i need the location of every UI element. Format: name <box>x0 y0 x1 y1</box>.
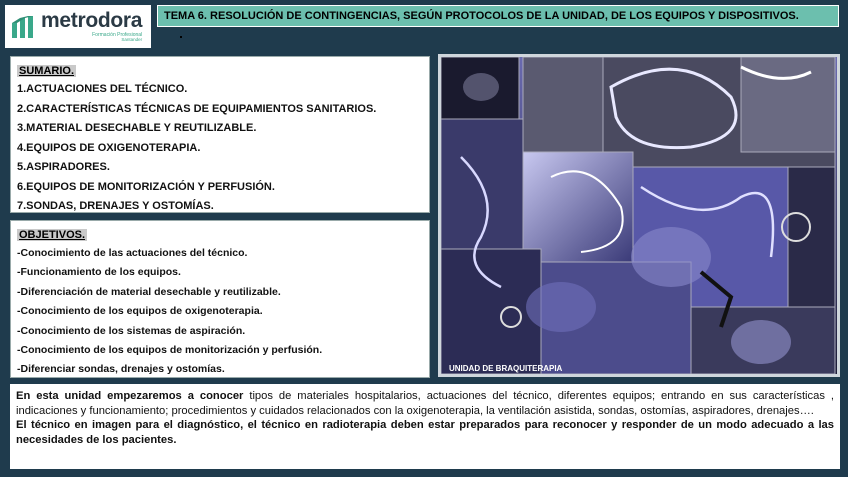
sumario-item: 2.CARACTERÍSTICAS TÉCNICAS DE EQUIPAMIENTOS SANITARIOS. <box>17 102 377 115</box>
sumario-item: 6.EQUIPOS DE MONITORIZACIÓN Y PERFUSIÓN. <box>17 180 275 193</box>
intro-text <box>10 384 840 469</box>
logo-location: Santander <box>121 37 143 43</box>
objetivo-item: -Conocimiento de los equipos de oxigenoterapia. <box>17 305 263 318</box>
intro-paragraph-1 <box>16 389 834 418</box>
objetivo-item: -Diferenciar sondas, drenajes y ostomías. <box>17 363 225 376</box>
sumario-item: 1.ACTUACIONES DEL TÉCNICO. <box>17 83 188 95</box>
image-caption: UNIDAD DE BRAQUITERAPIA <box>449 364 563 373</box>
objetivo-item: -Conocimiento de los equipos de monitorización y perfusión. <box>17 343 323 356</box>
sumario-item: 7.SONDAS, DRENAJES Y OSTOMÍAS. <box>17 200 214 212</box>
medical-equipment-image <box>441 57 837 374</box>
objetivo-item: -Diferenciación de material desechable y reutilizable. <box>17 285 281 298</box>
objetivos-heading: OBJETIVOS. <box>19 229 86 241</box>
logo-subtitle: Formación Profesional <box>92 32 143 39</box>
sumario-item: 3.MATERIAL DESECHABLE Y REUTILIZABLE. <box>17 122 257 134</box>
objetivo-item: -Conocimiento de los sistemas de aspiración. <box>17 324 246 337</box>
intro-rest: tipos de materiales hospitalarios, actuaciones del técnico, diferentes equipos; entrando en sus características , indicaciones y funcionamiento; procedimientos y cuidados relacionados con la oxigenoterapia, la ventilación asistida, sondas, ostomías, aspiradores, drenajes…. <box>16 390 834 417</box>
objetivos-panel <box>10 220 430 378</box>
logo <box>5 5 151 48</box>
intro-lead: En esta unidad empezaremos a conocer <box>16 390 244 402</box>
medical-equipment-collage <box>438 54 840 377</box>
sumario-heading: SUMARIO. <box>19 65 74 77</box>
logo-name: metrodora <box>41 9 143 33</box>
sumario-item: 5.ASPIRADORES. <box>17 161 110 173</box>
intro-bold-statement: El técnico en imagen para el diagnóstico, el técnico en radioterapia deben estar preparados para reconocer y responder de un modo adecuado a las necesidades de los pacientes. <box>16 419 834 446</box>
metrodora-logo-icon <box>11 15 35 39</box>
slide-title: TEMA 6. RESOLUCIÓN DE CONTINGENCIAS, SEGÚN PROTOCOLOS DE LA UNIDAD, DE LOS EQUIPOS Y DISPOSITIVOS. <box>157 5 839 27</box>
decorative-dot <box>180 36 182 38</box>
sumario-panel <box>10 56 430 213</box>
intro-paragraph-2 <box>16 418 834 447</box>
objetivo-item: -Conocimiento de las actuaciones del técnico. <box>17 247 248 259</box>
objetivo-item: -Funcionamiento de los equipos. <box>17 266 181 279</box>
sumario-item: 4.EQUIPOS DE OXIGENOTERAPIA. <box>17 141 201 154</box>
